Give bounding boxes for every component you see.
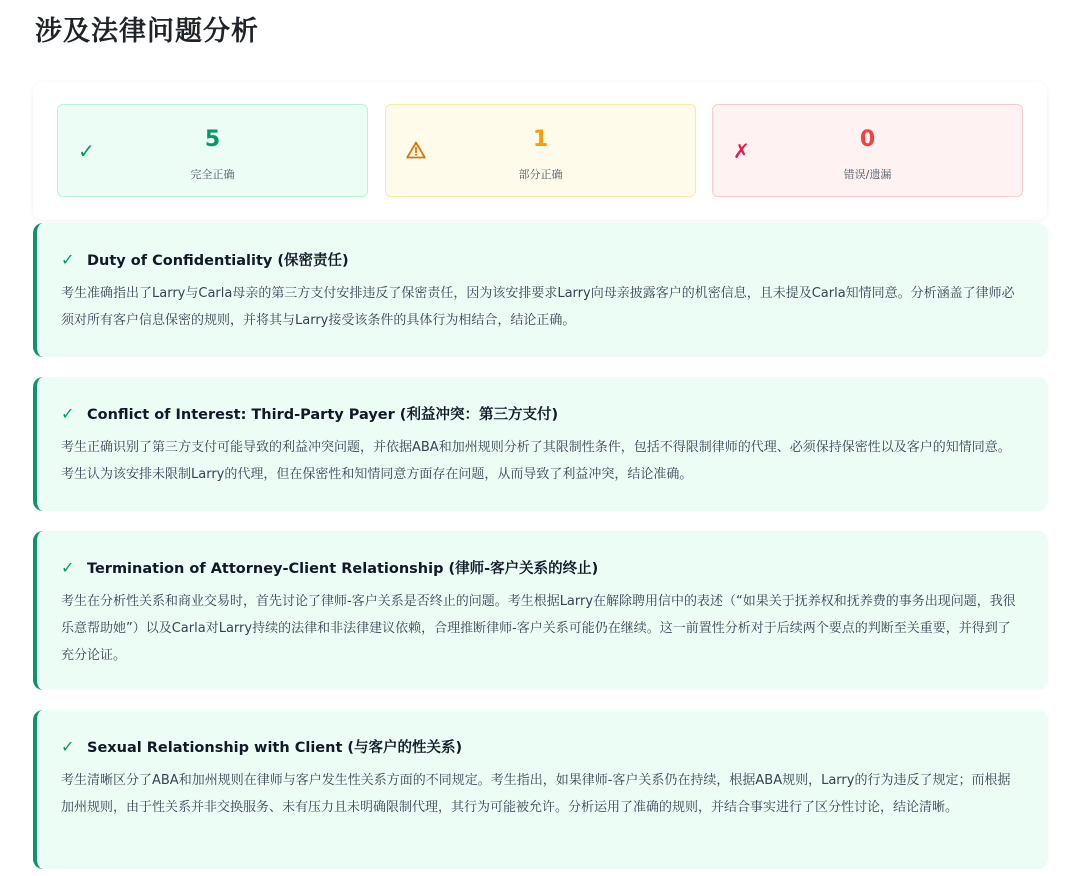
issue-header <box>61 734 1028 758</box>
partial-stat-card <box>385 104 696 197</box>
partial-count: 1 <box>532 127 549 152</box>
correct-count: 5 <box>204 127 221 152</box>
partial-label: 部分正确 <box>518 168 563 181</box>
issue-card <box>33 377 1048 511</box>
issue-card <box>33 223 1048 357</box>
issue-body: 考生清晰区分了ABA和加州规则在律师与客户发生性关系方面的不同规定。考生指出，如果律师-客户关系仍在持续，根据ABA规则，Larry的行为违反了规定；而根据加州规则，由于性关系并非交换服务、未有压力且未明确限制代理，其行为可能被允许。分析运用了准确的规则，并结合事实进行了区分性讨论，结论清晰。 <box>61 773 1011 815</box>
issue-title: Duty of Confidentiality (保密责任) <box>87 252 349 269</box>
issue-header <box>61 247 1028 271</box>
correct-label: 完全正确 <box>190 168 235 181</box>
wrong-stat-card <box>712 104 1023 197</box>
check-icon: ✓ <box>61 403 75 423</box>
summary-panel <box>33 82 1047 220</box>
page-title: 涉及法律问题分析 <box>35 16 259 47</box>
correct-stat-card <box>57 104 368 197</box>
issue-body: 考生正确识别了第三方支付可能导致的利益冲突问题，并依据ABA和加州规则分析了其限制性条件，包括不得限制律师的代理、必须保持保密性以及客户的知情同意。考生认为该安排未限制Larry的代理，但在保密性和知情同意方面存在问题，从而导致了利益冲突，结论准确。 <box>61 440 1011 482</box>
check-icon: ✓ <box>61 736 75 756</box>
issue-body: 考生准确指出了Larry与Carla母亲的第三方支付安排违反了保密责任，因为该安排要求Larry向母亲披露客户的机密信息，且未提及Carla知情同意。分析涵盖了律师必须对所有客户信息保密的规则，并将其与Larry接受该条件的具体行为相结合，结论正确。 <box>61 286 1015 328</box>
issue-title: Sexual Relationship with Client (与客户的性关系) <box>87 739 463 756</box>
check-icon: ✓ <box>61 557 75 577</box>
issue-card <box>33 710 1048 869</box>
cross-icon: ✗ <box>733 139 750 163</box>
issue-header <box>61 401 1028 425</box>
issue-card <box>33 531 1048 690</box>
issue-body: 考生在分析性关系和商业交易时，首先讨论了律师-客户关系是否终止的问题。考生根据Larry在解除聘用信中的表述（“如果关于抚养权和抚养费的事务出现问题，我很乐意帮助她”）以及Carla对Larry持续的法律和非法律建议依赖，合理推断律师-客户关系可能仍在继续。这一前置性分析对于后续两个要点的判断至关重要，并得到了充分论证。 <box>61 594 1016 663</box>
issue-title: Conflict of Interest: Third-Party Payer (利益冲突：第三方支付) <box>87 406 559 423</box>
check-icon: ✓ <box>61 249 75 269</box>
check-icon: ✓ <box>78 139 95 163</box>
wrong-label: 错误/遗漏 <box>843 168 892 181</box>
issue-header <box>61 555 1028 579</box>
wrong-count: 0 <box>859 127 876 152</box>
issue-title: Termination of Attorney-Client Relationship (律师-客户关系的终止) <box>87 560 599 577</box>
